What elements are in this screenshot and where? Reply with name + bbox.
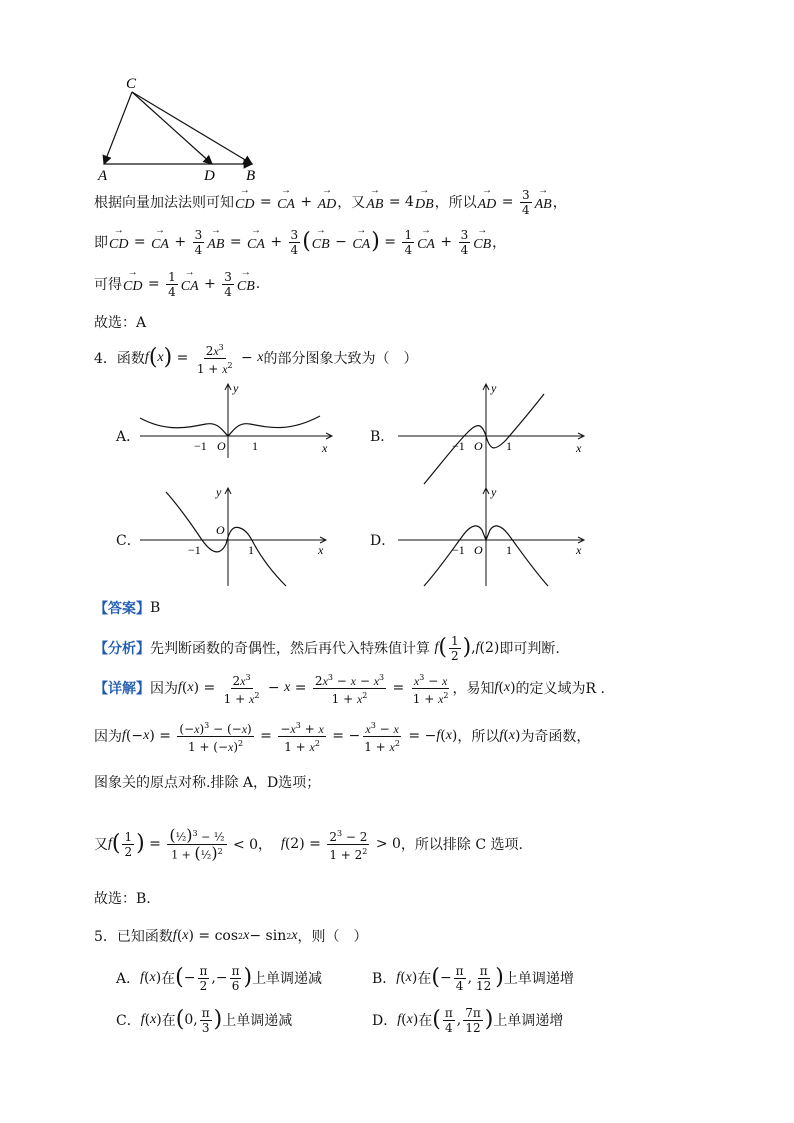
q4-answer: 【答案】 B (94, 600, 161, 617)
graph-a[interactable] (136, 380, 336, 460)
q3-solution-line1: 根据向量加法法则可知 → CD = → CA + → AD ，又 → AB = 4 → DB ，所以 → AD = $\frac{3}{4}$ → AB ， (94, 188, 567, 216)
q5-stem: 5．已知函数 f ( x ) = cos 2 x − sin 2 x ，则（ ） (94, 928, 368, 945)
q5-option-d[interactable]: D． f ( x ) 在 ( $\frac{\pi}{4}$ , $\frac{7\pi}{12}$ ) 上单调递增 (372, 1005, 564, 1035)
triangle-figure (94, 72, 274, 184)
option-d-label[interactable]: D． (370, 533, 396, 549)
svg-text:1: 1 (506, 439, 512, 453)
svg-text:x: x (576, 441, 582, 455)
svg-text:x: x (322, 441, 328, 455)
svg-text:y: y (233, 381, 239, 395)
svg-text:−1: −1 (194, 439, 207, 453)
option-c-label[interactable]: C． (116, 533, 141, 549)
option-b-label[interactable]: B． (370, 429, 395, 445)
q4-detail-line2: 因为 f (− x ) = $\frac{(-x)^3 - (-x)}{1 + (-x)^2}$ = $\frac{-x^3 + x}{1 + x^2}$ = − $\frac{x^3 - x}{1 + x^2}$ = − f ( x ) ，所以 f ( x ) 为奇函数， (94, 720, 591, 754)
svg-text:1: 1 (248, 543, 254, 557)
svg-text:y: y (216, 485, 222, 499)
q4-stem: 4．函数 f ( x ) = $\frac{2x^3}{1 + x^2}$ − x 的部分图象大致为（ ） (94, 342, 418, 376)
svg-text:O: O (474, 439, 483, 453)
q4-detail-line4: 又 f ( $\frac{1}{2}$ ) = $\frac{(\frac{1}{2})^3 - \frac{1}{2}}{1 + (\frac{1}{2})^2}$ < 0， f (2) = $\frac{2^3 - 2}{1 + 2^2}$ > 0 ，所以排除 C 选项. (94, 825, 523, 863)
q5-option-b[interactable]: B． f ( x ) 在 ( − $\frac{\pi}{4}$ , $\frac{\pi}{12}$ ) 上单调递增 (372, 963, 574, 993)
q5-option-a[interactable]: A． f ( x ) 在 ( − $\frac{\pi}{2}$ ,− $\frac{\pi}{6}$ ) 上单调递减 (116, 963, 323, 993)
label-a: A (98, 168, 108, 184)
svg-text:1: 1 (506, 543, 512, 557)
svg-text:−1: −1 (188, 543, 201, 557)
option-a-label[interactable]: A． (116, 429, 141, 445)
graph-d[interactable] (394, 484, 590, 588)
svg-text:1: 1 (252, 439, 258, 453)
q4-detail-line1: 【详解】 因为 f ( x ) = $\frac{2x^3}{1 + x^2}$ − x = $\frac{2x^3 - x - x^3}{1 + x^2}$ = $\frac{x^3 - x}{1 + x^2}$ ，易知 f ( x ) 的定义域为R . (94, 672, 605, 706)
q4-analysis: 【分析】 先判断函数的奇偶性，然后再代入特殊值计算 f ( $\frac{1}{2}$ ) , f (2) 即可判断. (94, 633, 560, 663)
q3-answer: 故选：A (94, 315, 147, 331)
q3-solution-line3: 可得 → CD = $\frac{1}{4}$ → CA + $\frac{3}{4}$ → CB . (94, 270, 260, 298)
label-b: B (246, 168, 256, 184)
svg-text:y: y (491, 381, 497, 395)
graph-c[interactable] (136, 484, 332, 588)
q5-option-c[interactable]: C． f ( x ) 在 ( 0, $\frac{\pi}{3}$ ) 上单调递减 (116, 1005, 293, 1035)
svg-text:y: y (491, 485, 497, 499)
svg-text:O: O (216, 523, 225, 537)
q3-solution-line2: 即 → CD = → CA + $\frac{3}{4}$ → AB = → CA + $\frac{3}{4}$ ( → CB − → CA ) = $\frac{1}{4}$ → CA + $\frac{3}{4}$ → CB ， (94, 228, 506, 256)
q4-detail-line3: 图象关的原点对称.排除 A，D选项； (94, 775, 321, 791)
svg-text:−1: −1 (452, 543, 465, 557)
svg-text:O: O (217, 439, 226, 453)
q4-conclusion: 故选：B. (94, 891, 151, 907)
label-d: D (204, 168, 215, 184)
svg-text:O: O (474, 543, 483, 557)
svg-text:x: x (318, 543, 324, 557)
graph-b[interactable] (394, 380, 590, 490)
svg-text:−1: −1 (452, 439, 465, 453)
svg-text:x: x (576, 543, 582, 557)
label-c: C (126, 76, 137, 92)
